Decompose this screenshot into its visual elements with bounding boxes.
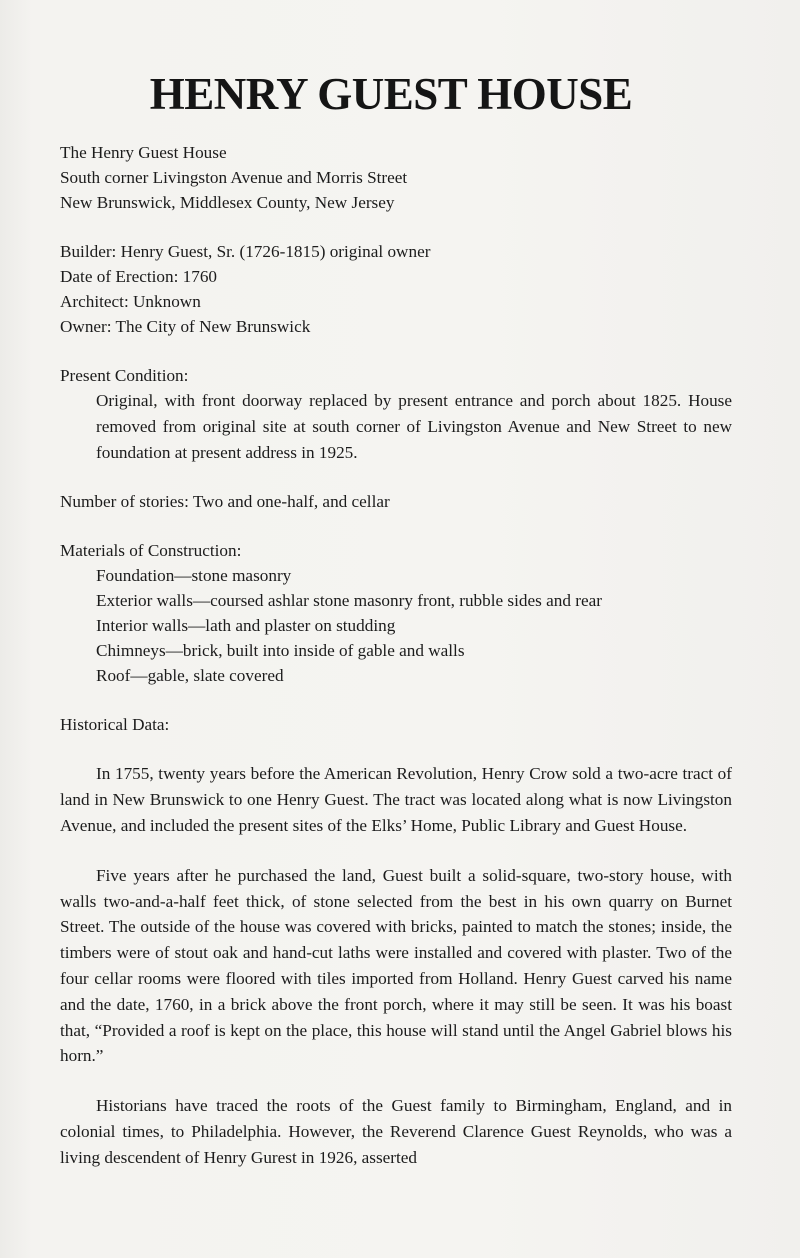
- address-line: New Brunswick, Middlesex County, New Jersey: [60, 193, 395, 212]
- owner-line: Owner: The City of New Brunswick: [60, 317, 311, 336]
- date-line: Date of Erection: 1760: [60, 267, 218, 286]
- material-item: Chimneys—brick, built into inside of gable and walls: [96, 641, 465, 661]
- document-body: [60, 140, 732, 1171]
- facts-block: [60, 239, 732, 339]
- page-title: HENRY GUEST HOUSE: [149, 69, 633, 119]
- historical-paragraph: Five years after he purchased the land, Guest built a solid-square, two-story house, with walls two-and-a-half feet thick, of stone selected from the best in his own quarry on Burnet Street. The outside of the house was covered with bricks, painted to match the stones; inside, the timbers were of stout oak and hand-cut laths were installed and covered with plaster. Two of the four cellar rooms were floored with tiles imported from Holland. Henry Guest carved his name and the date, 1760, in a brick above the front porch, where it may still be seen. It was his boast that, “Provided a roof is kept on the place, this house will stand until the Angel Gabriel blows his horn.”: [60, 865, 732, 1066]
- stories-line: Number of stories: Two and one-half, and cellar: [60, 492, 390, 512]
- historical-paragraph: In 1755, twenty years before the American Revolution, Henry Crow sold a two-acre tract of land in New Brunswick to one Henry Guest. The tract was located along what is now Livingston Avenue, and included the present sites of the Elks’ Home, Public Library and Guest House.: [60, 764, 732, 835]
- address-line: The Henry Guest House: [60, 143, 227, 162]
- address-line: South corner Livingston Avenue and Morris Street: [60, 168, 408, 187]
- historical-paragraph: Historians have traced the roots of the Guest family to Birmingham, England, and in colonial times, to Philadelphia. However, the Reverend Clarence Guest Reynolds, who was a living descendent of Henry Gurest in 1926, asserted: [60, 1096, 732, 1167]
- historical-heading: Historical Data:: [60, 715, 170, 735]
- builder-line: Builder: Henry Guest, Sr. (1726-1815) original owner: [60, 242, 431, 261]
- historical-section: [60, 712, 732, 1170]
- materials-section: [60, 538, 732, 688]
- material-item: Roof—gable, slate covered: [96, 666, 284, 686]
- material-item: Foundation—stone masonry: [96, 566, 292, 586]
- present-condition-heading: Present Condition:: [60, 366, 189, 385]
- material-item: Exterior walls—coursed ashlar stone masonry front, rubble sides and rear: [96, 591, 602, 611]
- present-condition-text: Original, with front doorway replaced by present entrance and porch about 1825. House removed from original site at south corner of Livingston Avenue and New Street to new foundation at present address in 1925.: [96, 391, 732, 462]
- materials-heading: Materials of Construction:: [60, 541, 242, 561]
- material-item: Interior walls—lath and plaster on studding: [96, 616, 396, 636]
- architect-line: Architect: Unknown: [60, 292, 201, 311]
- address-block: [60, 140, 732, 215]
- present-condition-section: [60, 363, 732, 465]
